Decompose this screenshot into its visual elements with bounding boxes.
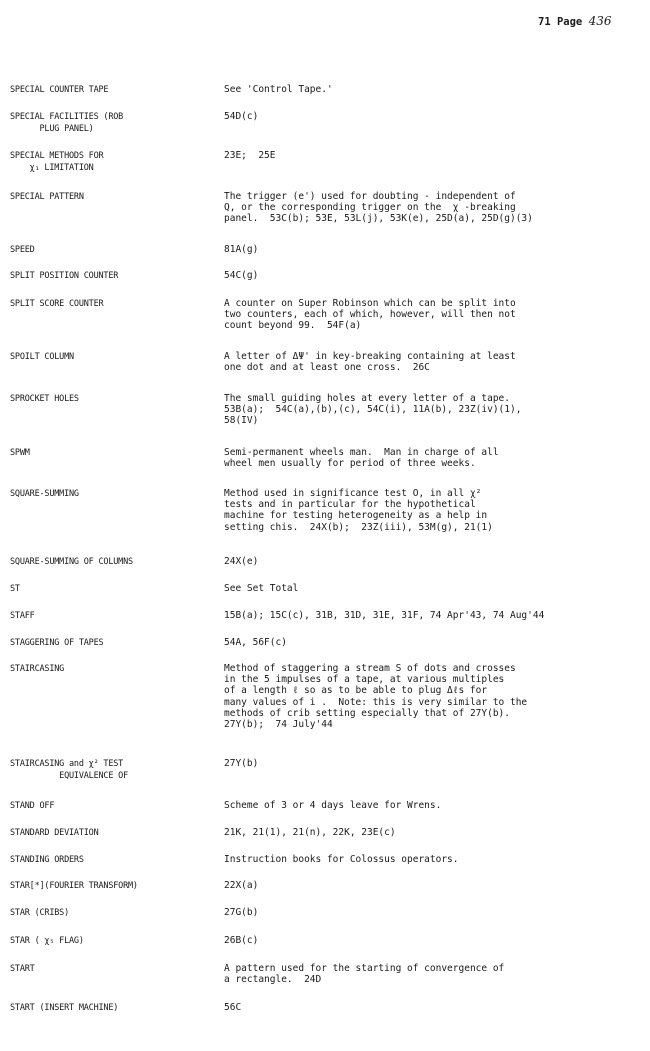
entry-definition: 81A(g) [224, 244, 259, 255]
entry-term: SPECIAL PATTERN [10, 192, 84, 202]
entry-definition: 27G(b) [224, 907, 259, 918]
entry-term: SPLIT SCORE COUNTER [10, 299, 104, 309]
entry-term: STAR (CRIBS) [10, 908, 70, 918]
entry-definition: Method used in significance test O, in all χ² tests and in particular for the hypothetical machine for testing heterogeneity as a help in setting chis. 24X(b); 23Z(iii), 53M(g), 21(1) [224, 488, 493, 533]
entry-term: ST [10, 584, 20, 594]
entry-definition: A pattern used for the starting of convergence of a rectangle. 24D [224, 963, 505, 986]
entry-term: SPWM [10, 448, 30, 458]
entry-term: STANDING ORDERS [10, 855, 84, 865]
entry-term: SPECIAL FACILITIES (ROB PLUG PANEL) [10, 112, 124, 134]
entry-term: STAIRCASING [10, 664, 65, 674]
entry-definition: 54C(g) [224, 270, 259, 281]
page-number-typed: 71 Page [538, 16, 583, 28]
entry-term: SPOILT COLUMN [10, 352, 74, 362]
entry-definition: See Set Total [224, 583, 299, 594]
entry-term: STAGGERING OF TAPES [10, 638, 104, 648]
page-number [538, 14, 612, 28]
entry-definition: 23E; 25E [224, 150, 276, 161]
entry-definition: 26B(c) [224, 935, 259, 946]
page-number-handwritten: 436 [588, 14, 612, 28]
entry-definition: 54A, 56F(c) [224, 637, 287, 648]
entry-definition: The trigger (e') used for doubting - independent of Q, or the corresponding trigger on the χ -breaking panel. 53C(b); 53E, 53L(j), 53K(e), 25D(a), 25D(g)(3) [224, 191, 533, 225]
entry-term: STANDARD DEVIATION [10, 828, 99, 838]
entry-definition: Method of staggering a stream S of dots and crosses in the 5 impulses of a tape, at various multiples of a length ℓ so as to be able to plug Δℓs for many values of i . Note: this is very similar to the methods of crib setting especially that of 27Y(b). 27Y(b); 74 July'44 [224, 663, 528, 731]
entry-term: SPECIAL METHODS FOR χ₁ LIMITATION [10, 151, 104, 173]
entry-term: SQUARE-SUMMING OF COLUMNS [10, 557, 133, 567]
entry-term: STAR[*](FOURIER TRANSFORM) [10, 881, 138, 891]
entry-definition: 27Y(b) [224, 758, 259, 769]
entry-term: SPROCKET HOLES [10, 394, 79, 404]
entry-definition: 24X(e) [224, 556, 259, 567]
entry-definition: Instruction books for Colossus operators. [224, 854, 459, 865]
entry-term: STAIRCASING and χ² TEST EQUIVALENCE OF [10, 759, 129, 781]
entry-term: SPECIAL COUNTER TAPE [10, 85, 109, 95]
entry-definition: Semi-permanent wheels man. Man in charge of all wheel men usually for period of three weeks. [224, 447, 499, 470]
entry-term: START [10, 964, 35, 974]
entry-term: STAR ( χ₅ FLAG) [10, 936, 84, 946]
entry-definition: 22X(a) [224, 880, 259, 891]
entry-definition: A letter of ΔΨ' in key-breaking containing at least one dot and at least one cross. 26C [224, 351, 516, 374]
entry-definition: Scheme of 3 or 4 days leave for Wrens. [224, 800, 442, 811]
entry-term: STAFF [10, 611, 35, 621]
entry-term: SQUARE-SUMMING [10, 489, 79, 499]
entry-definition: A counter on Super Robinson which can be split into two counters, each of which, however, will then not count beyond 99. 54F(a) [224, 298, 516, 332]
entry-term: SPLIT POSITION COUNTER [10, 271, 119, 281]
entry-term: SPEED [10, 245, 35, 255]
entry-definition: 54D(c) [224, 111, 259, 122]
entry-definition: 21K, 21(1), 21(n), 22K, 23E(c) [224, 827, 396, 838]
entry-definition: 15B(a); 15C(c), 31B, 31D, 31E, 31F, 74 Apr'43, 74 Aug'44 [224, 610, 545, 621]
entry-term: START (INSERT MACHINE) [10, 1003, 119, 1013]
entry-definition: See 'Control Tape.' [224, 84, 333, 95]
entry-definition: The small guiding holes at every letter of a tape. 53B(a); 54C(a),(b),(c), 54C(i), 11A(b), 23Z(iv)(1), 58(IV) [224, 393, 522, 427]
entry-definition: 56C [224, 1002, 242, 1013]
entry-term: STAND OFF [10, 801, 55, 811]
